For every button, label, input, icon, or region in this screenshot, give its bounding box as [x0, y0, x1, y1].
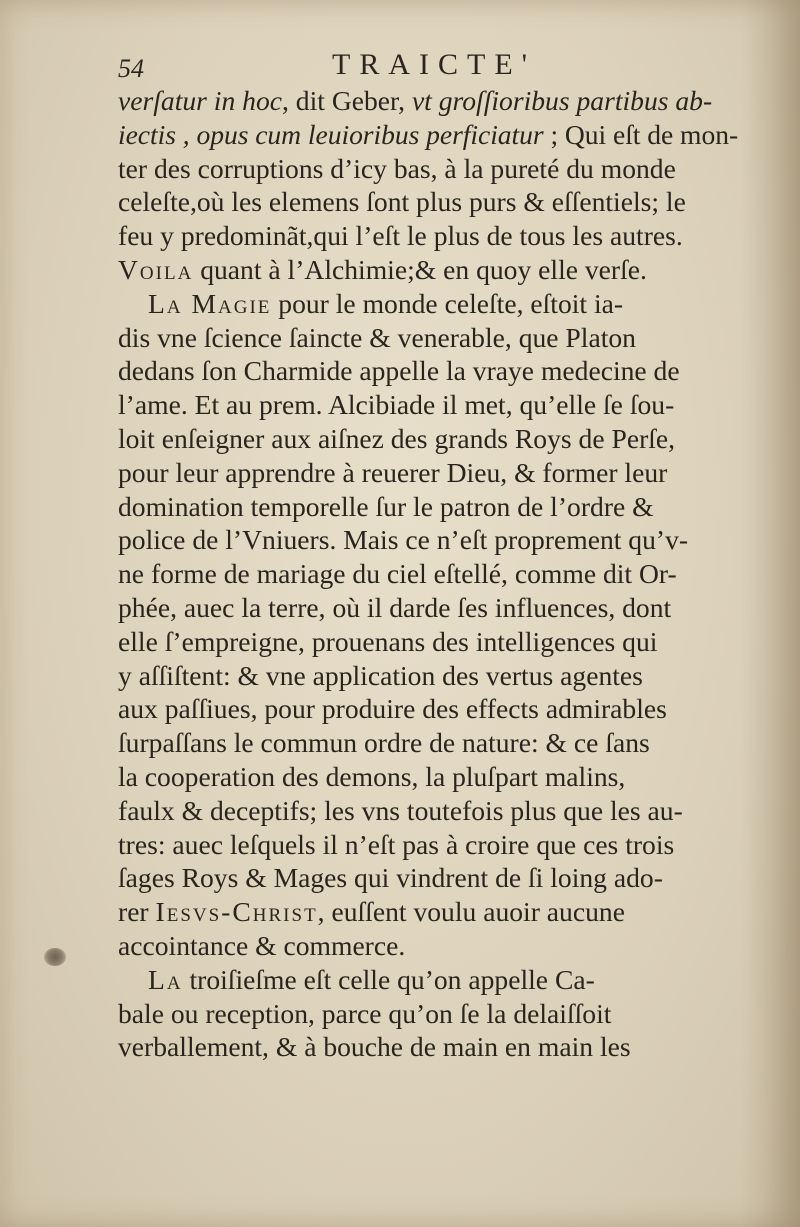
text-segment: y aſſiſtent: & vne application des vertus agentes [118, 659, 643, 691]
text-segment: police de l’Vniuers. Mais ce n’eſt proprement qu’v- [118, 524, 689, 556]
text-line [118, 659, 738, 693]
text-line [118, 895, 738, 929]
text-line [118, 963, 738, 997]
page-number: 54 [118, 54, 144, 83]
text-line [118, 523, 738, 557]
text-line [118, 185, 738, 219]
text-line [118, 794, 738, 828]
text-segment: verſatur in hoc [118, 85, 282, 116]
text-segment: verballement, & à bouche de main en main les [118, 1031, 631, 1063]
text-line [118, 456, 738, 490]
text-segment: ſages Roys & Mages qui vindrent de ſi loing ado- [118, 862, 663, 894]
text-line [118, 557, 738, 591]
text-segment: vt groſſioribus partibus ab- [411, 85, 713, 116]
text-segment: , dit Geber, [282, 85, 412, 116]
text-segment: La [148, 963, 183, 995]
text-segment: , euſſent voulu auoir aucune [317, 896, 625, 928]
text-segment: faulx & deceptifs; les vns toutefois plus que les au- [118, 794, 683, 826]
text-segment: aux paſſiues, pour produire des effects admirables [118, 693, 667, 725]
text-line [118, 118, 738, 152]
text-line [118, 321, 738, 355]
text-line [118, 490, 738, 524]
running-title: TRAICTE' [332, 48, 537, 81]
text-segment: domination temporelle ſur le patron de l’ordre & [118, 490, 654, 522]
text-segment: ter des corruptions d’icy bas, à la pureté du monde [118, 152, 676, 184]
text-segment: la cooperation des demons, la pluſpart malins, [118, 760, 626, 792]
text-segment: pour le monde celeſte, eſtoit ia- [271, 287, 624, 319]
text-line [118, 591, 738, 625]
text-segment: pour leur apprendre à reuerer Dieu, & former leur [118, 456, 668, 488]
text-segment: iectis , opus cum leuioribus perficiatur [118, 118, 544, 150]
text-line [118, 253, 738, 287]
text-line [118, 726, 738, 760]
text-line [118, 354, 738, 388]
text-segment: phée, auec la terre, où il darde ſes influences, dont [118, 591, 672, 623]
page-edge-shadow [740, 0, 800, 1227]
text-segment: accointance & commerce. [118, 929, 406, 961]
text-segment: ; Qui eſt de mon- [543, 118, 739, 150]
text-segment: ſurpaſſans le commun ordre de nature: & ce ſans [118, 727, 650, 759]
text-segment: feu y predominãt,qui l’eſt le plus de tous les autres. [118, 220, 683, 252]
text-segment: rer [118, 896, 156, 928]
text-segment: quant à l’Alchimie;& en quoy elle verſe. [193, 253, 647, 285]
text-segment: elle ſ’empreigne, prouenans des intelligences qui [118, 625, 658, 657]
text-line [118, 422, 738, 456]
text-line [118, 929, 738, 963]
text-segment: troiſieſme eſt celle qu’on appelle Ca- [182, 963, 595, 995]
text-line [118, 625, 738, 659]
body-text [118, 84, 738, 1064]
text-line [118, 828, 738, 862]
text-segment: dis vne ſcience ſaincte & venerable, que Platon [118, 321, 636, 353]
text-segment: Iesvs-Christ [155, 896, 318, 928]
ink-stain [44, 948, 66, 966]
text-line [118, 1030, 738, 1064]
text-line [118, 388, 738, 422]
text-line [118, 997, 738, 1031]
text-segment: l’ame. Et au prem. Alcibiade il met, qu’elle ſe ſou- [118, 389, 675, 421]
text-segment: celeſte,où les elemens ſont plus purs & eſſentiels; le [118, 186, 686, 218]
text-line [118, 692, 738, 726]
text-segment: La Magie [148, 287, 272, 319]
text-line [118, 760, 738, 794]
text-line [118, 152, 738, 186]
text-segment: dedans ſon Charmide appelle la vraye medecine de [118, 355, 680, 387]
text-segment: tres: auec leſquels il n’eſt pas à croire que ces trois [118, 828, 675, 860]
text-segment: Voila [118, 253, 194, 285]
text-segment: bale ou reception, parce qu’on ſe la delaiſſoit [118, 997, 612, 1029]
text-line [118, 84, 738, 118]
text-segment: ne forme de mariage du ciel eſtellé, comme dit Or- [118, 558, 677, 590]
text-segment: loit enſeigner aux aiſnez des grands Roys de Perſe, [118, 422, 676, 454]
text-line [118, 861, 738, 895]
text-line [118, 287, 738, 321]
text-line [118, 219, 738, 253]
